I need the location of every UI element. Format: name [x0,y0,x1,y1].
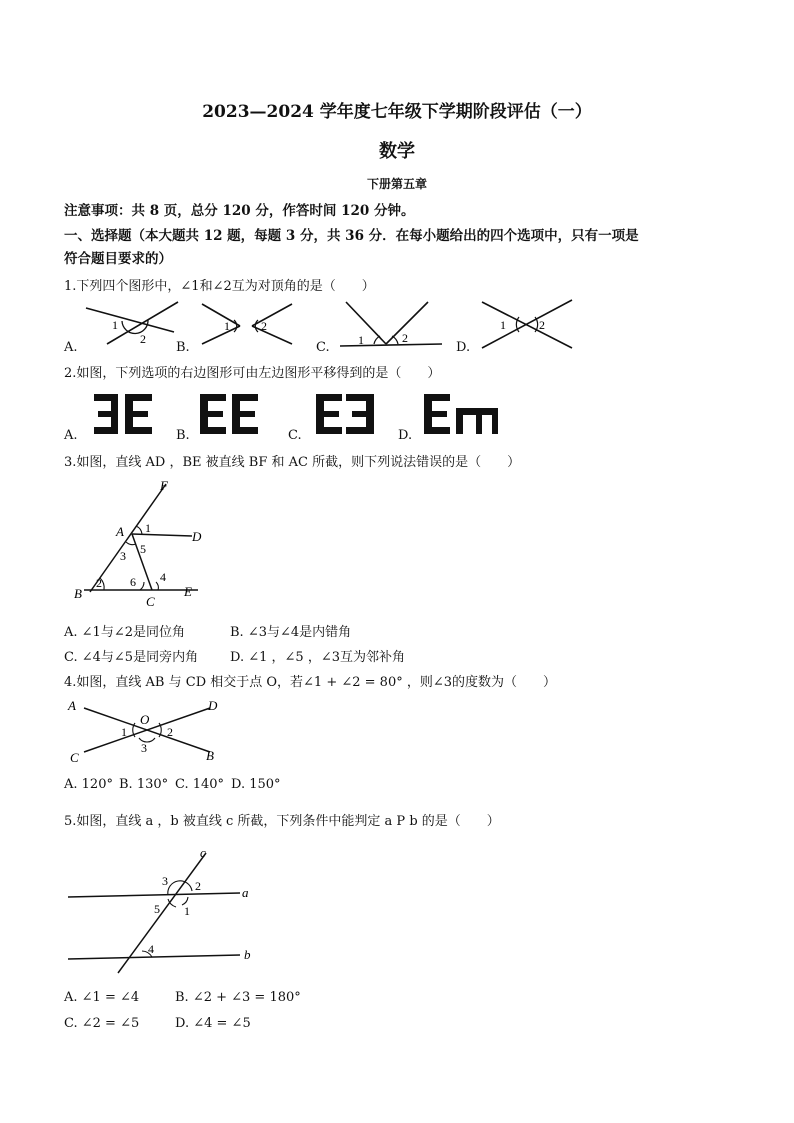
q4-label-O: O [140,712,150,727]
q2-figure-c [312,390,382,438]
q5-option-b[interactable]: B. ∠2 + ∠3 = 180° [175,990,301,1005]
q2-stem: 2.如图，下列选项的右边图形可由左边图形平移得到的是（ ） [64,366,441,381]
q1-figure-d [478,296,578,352]
q4-stem: 4.如图，直线 AB 与 CD 相交于点 O，若∠1 + ∠2 = 80° ，则∠3的度数为（ ） [64,675,557,690]
chapter-title: 下册第五章 [366,177,427,191]
q3-option-d[interactable]: D. ∠1 ，∠5 ，∠3互为邻补角 [230,650,405,665]
q1-figure-a [82,298,182,346]
q5-label-a: a [242,885,249,900]
q5-option-a[interactable]: A. ∠1 = ∠4 [64,990,140,1005]
q5-label-1: 1 [184,904,190,918]
q1c-label-1: 1 [358,333,364,347]
q1b-label-1: 1 [224,319,230,333]
q3-label-B: B [74,586,82,601]
q4-option-c[interactable]: C. 140° [175,777,225,792]
q2-option-a[interactable]: A. [64,428,78,443]
q3-label-5: 5 [140,542,146,556]
q2-option-b[interactable]: B. [176,428,190,443]
q1-option-b[interactable]: B. [176,340,190,355]
q1c-label-2: 2 [402,331,408,345]
q1-option-c[interactable]: C. [316,340,330,355]
q3-label-F: F [160,478,168,493]
section-heading-line1: 一、选择题（本大题共 12 题，每题 3 分，共 36 分．在每小题给出的四个选项中，只有一项是 [64,228,639,244]
q1b-label-2: 2 [261,319,267,333]
q1-option-d[interactable]: D. [456,340,471,355]
q5-label-c: c [200,845,206,860]
q5-label-2: 2 [195,879,201,893]
q3-label-6: 6 [130,575,136,589]
q4-label-D: D [208,698,218,713]
q5-label-4: 4 [148,942,154,956]
q1a-label-1: 1 [112,318,118,332]
q1d-label-2: 2 [539,318,545,332]
q3-option-a[interactable]: A. ∠1与∠2是同位角 [64,625,185,640]
q4-option-d[interactable]: D. 150° [231,777,281,792]
q3-label-E: E [184,584,192,599]
q3-option-b[interactable]: B. ∠3与∠4是内错角 [230,625,352,640]
notice-line: 注意事项：共 8 页，总分 120 分，作答时间 120 分钟。 [64,203,415,219]
q5-label-3: 3 [162,874,168,888]
subject-title: 数学 [379,141,415,162]
q1a-label-2: 2 [140,332,146,346]
q1d-label-1: 1 [500,318,506,332]
q3-figure [70,478,210,610]
exam-title: 2023—2024 学年度七年级下学期阶段评估（一） [202,102,592,122]
q5-option-d[interactable]: D. ∠4 = ∠5 [175,1016,251,1031]
q5-option-c[interactable]: C. ∠2 = ∠5 [64,1016,140,1031]
q5-label-b: b [244,947,251,962]
q4-label-A: A [68,698,76,713]
q2-option-c[interactable]: C. [288,428,302,443]
q4-option-b[interactable]: B. 130° [119,777,169,792]
q3-option-c[interactable]: C. ∠4与∠5是同旁内角 [64,650,199,665]
q5-label-5: 5 [154,902,160,916]
q3-label-A: A [116,524,124,539]
q1-stem: 1.下列四个图形中，∠1和∠2互为对顶角的是（ ） [64,279,375,294]
q2-figure-b [196,390,268,438]
q3-label-3: 3 [120,549,126,563]
q2-figure-d [420,390,504,438]
q4-label-3: 3 [141,741,147,755]
q1-figure-c [336,298,446,350]
q4-label-B: B [206,748,214,763]
q4-label-C: C [70,750,79,765]
q3-label-2: 2 [96,576,102,590]
q5-figure [64,845,274,977]
section-heading-line2: 符合题目要求的） [64,251,172,267]
q1-figure-b [198,298,298,346]
q4-figure [64,694,234,768]
q2-option-d[interactable]: D. [398,428,413,443]
q3-label-1: 1 [145,521,151,535]
q3-stem: 3.如图，直线 AD ，BE 被直线 BF 和 AC 所截，则下列说法错误的是（ ） [64,455,521,470]
q3-label-C: C [146,594,155,609]
q5-stem: 5.如图，直线 a ，b 被直线 c 所截，下列条件中能判定 a P b 的是（ ） [64,814,500,829]
q4-label-1: 1 [121,725,127,739]
q3-label-D: D [192,529,202,544]
q2-figure-a [90,390,160,438]
q4-option-a[interactable]: A. 120° [64,777,113,792]
q4-label-2: 2 [167,725,173,739]
q1-option-a[interactable]: A. [64,340,78,355]
q3-label-4: 4 [160,570,166,584]
